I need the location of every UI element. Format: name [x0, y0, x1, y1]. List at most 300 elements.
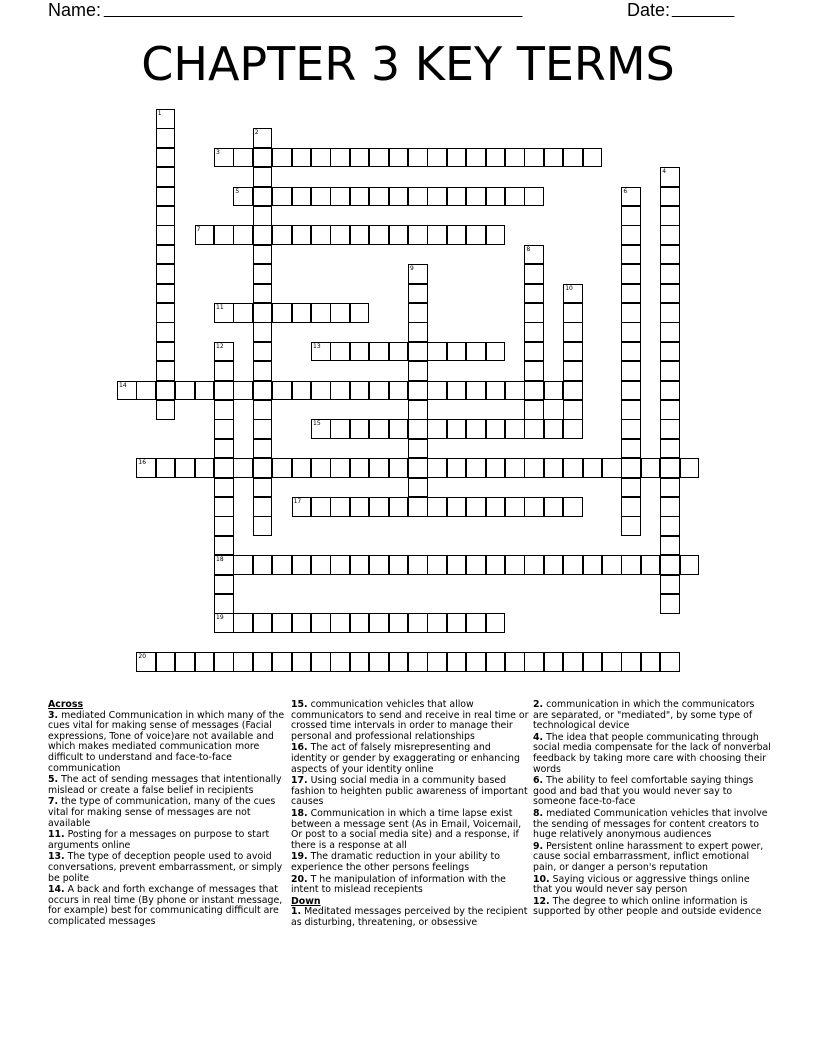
grid-cell[interactable] [427, 225, 447, 245]
grid-cell[interactable] [524, 497, 544, 517]
grid-cell[interactable] [350, 497, 370, 517]
grid-cell[interactable] [389, 613, 409, 633]
grid-cell[interactable] [621, 497, 641, 517]
grid-cell[interactable] [408, 187, 428, 207]
grid-cell[interactable] [272, 555, 292, 575]
grid-cell[interactable] [369, 419, 389, 439]
grid-cell[interactable] [253, 439, 273, 459]
grid-cell[interactable] [253, 497, 273, 517]
grid-cell[interactable] [369, 555, 389, 575]
grid-cell[interactable] [447, 497, 467, 517]
grid-cell[interactable] [505, 148, 525, 168]
grid-cell[interactable] [233, 458, 253, 478]
grid-cell[interactable] [486, 652, 506, 672]
grid-cell[interactable] [408, 361, 428, 381]
grid-cell[interactable] [292, 613, 312, 633]
grid-cell[interactable] [195, 458, 215, 478]
grid-cell[interactable] [233, 148, 253, 168]
grid-cell[interactable] [524, 342, 544, 362]
grid-cell[interactable] [389, 419, 409, 439]
grid-cell[interactable] [524, 187, 544, 207]
grid-cell[interactable] [175, 381, 195, 401]
grid-cell[interactable] [466, 652, 486, 672]
grid-cell[interactable] [427, 419, 447, 439]
grid-cell[interactable] [583, 555, 603, 575]
grid-cell[interactable] [292, 187, 312, 207]
grid-cell[interactable] [408, 613, 428, 633]
grid-cell[interactable] [583, 652, 603, 672]
grid-cell[interactable] [408, 439, 428, 459]
grid-cell[interactable] [660, 478, 680, 498]
grid-cell[interactable] [524, 303, 544, 323]
grid-cell[interactable] [544, 419, 564, 439]
grid-cell[interactable] [156, 342, 176, 362]
grid-cell[interactable] [350, 342, 370, 362]
grid-cell[interactable] [486, 555, 506, 575]
grid-cell[interactable] [156, 652, 176, 672]
grid-cell[interactable] [408, 381, 428, 401]
grid-cell[interactable] [505, 555, 525, 575]
grid-cell[interactable] [660, 245, 680, 265]
grid-cell[interactable] [156, 284, 176, 304]
grid-cell[interactable] [544, 148, 564, 168]
grid-cell[interactable] [195, 652, 215, 672]
grid-cell[interactable] [602, 652, 622, 672]
grid-cell[interactable] [544, 458, 564, 478]
grid-cell[interactable] [156, 128, 176, 148]
grid-cell[interactable] [563, 322, 583, 342]
grid-cell[interactable] [524, 284, 544, 304]
grid-cell[interactable] [486, 381, 506, 401]
grid-cell[interactable] [447, 187, 467, 207]
grid-cell[interactable] [524, 458, 544, 478]
grid-cell[interactable] [214, 497, 234, 517]
grid-cell[interactable] [660, 458, 680, 478]
grid-cell[interactable] [524, 148, 544, 168]
grid-cell[interactable] [563, 419, 583, 439]
grid-cell[interactable] [486, 458, 506, 478]
grid-cell[interactable] [253, 516, 273, 536]
grid-cell[interactable] [486, 225, 506, 245]
grid-cell[interactable] [660, 264, 680, 284]
grid-cell[interactable] [311, 497, 331, 517]
grid-cell[interactable] [330, 187, 350, 207]
grid-cell[interactable] [214, 148, 234, 168]
grid-cell[interactable] [544, 652, 564, 672]
grid-cell[interactable] [660, 187, 680, 207]
date-field[interactable]: _______ [672, 1, 735, 18]
grid-cell[interactable] [660, 167, 680, 187]
grid-cell[interactable] [621, 206, 641, 226]
grid-cell[interactable] [621, 652, 641, 672]
grid-cell[interactable] [214, 575, 234, 595]
grid-cell[interactable] [621, 225, 641, 245]
grid-cell[interactable] [660, 536, 680, 556]
grid-cell[interactable] [447, 419, 467, 439]
grid-cell[interactable] [253, 225, 273, 245]
grid-cell[interactable] [233, 225, 253, 245]
grid-cell[interactable] [233, 187, 253, 207]
grid-cell[interactable] [253, 284, 273, 304]
grid-cell[interactable] [563, 342, 583, 362]
grid-cell[interactable] [233, 381, 253, 401]
grid-cell[interactable] [408, 264, 428, 284]
grid-cell[interactable] [214, 516, 234, 536]
grid-cell[interactable] [660, 322, 680, 342]
grid-cell[interactable] [136, 381, 156, 401]
grid-cell[interactable] [233, 555, 253, 575]
grid-cell[interactable] [389, 187, 409, 207]
grid-cell[interactable] [272, 458, 292, 478]
grid-cell[interactable] [621, 303, 641, 323]
grid-cell[interactable] [563, 303, 583, 323]
grid-cell[interactable] [563, 284, 583, 304]
grid-cell[interactable] [563, 652, 583, 672]
grid-cell[interactable] [369, 225, 389, 245]
grid-cell[interactable] [156, 148, 176, 168]
grid-cell[interactable] [253, 148, 273, 168]
grid-cell[interactable] [214, 652, 234, 672]
grid-cell[interactable] [408, 458, 428, 478]
grid-cell[interactable] [214, 439, 234, 459]
grid-cell[interactable] [660, 439, 680, 459]
grid-cell[interactable] [621, 322, 641, 342]
grid-cell[interactable] [350, 652, 370, 672]
grid-cell[interactable] [156, 400, 176, 420]
grid-cell[interactable] [272, 148, 292, 168]
grid-cell[interactable] [156, 167, 176, 187]
grid-cell[interactable] [641, 555, 661, 575]
grid-cell[interactable] [660, 594, 680, 614]
grid-cell[interactable] [466, 458, 486, 478]
grid-cell[interactable] [621, 458, 641, 478]
grid-cell[interactable] [311, 148, 331, 168]
grid-cell[interactable] [156, 303, 176, 323]
grid-cell[interactable] [292, 555, 312, 575]
grid-cell[interactable] [602, 555, 622, 575]
grid-cell[interactable] [408, 284, 428, 304]
grid-cell[interactable] [292, 652, 312, 672]
grid-cell[interactable] [466, 148, 486, 168]
grid-cell[interactable] [602, 458, 622, 478]
grid-cell[interactable] [660, 284, 680, 304]
grid-cell[interactable] [621, 419, 641, 439]
grid-cell[interactable] [466, 419, 486, 439]
grid-cell[interactable] [486, 419, 506, 439]
grid-cell[interactable] [505, 652, 525, 672]
grid-cell[interactable] [233, 613, 253, 633]
grid-cell[interactable] [408, 303, 428, 323]
grid-cell[interactable] [350, 303, 370, 323]
grid-cell[interactable] [447, 652, 467, 672]
grid-cell[interactable] [524, 361, 544, 381]
grid-cell[interactable] [427, 652, 447, 672]
grid-cell[interactable] [408, 148, 428, 168]
grid-cell[interactable] [466, 613, 486, 633]
grid-cell[interactable] [389, 652, 409, 672]
grid-cell[interactable] [214, 536, 234, 556]
grid-cell[interactable] [369, 497, 389, 517]
grid-cell[interactable] [389, 381, 409, 401]
grid-cell[interactable] [195, 381, 215, 401]
grid-cell[interactable] [253, 400, 273, 420]
grid-cell[interactable] [253, 652, 273, 672]
grid-cell[interactable] [272, 652, 292, 672]
grid-cell[interactable] [311, 458, 331, 478]
grid-cell[interactable] [233, 652, 253, 672]
grid-cell[interactable] [505, 419, 525, 439]
grid-cell[interactable] [408, 478, 428, 498]
grid-cell[interactable] [408, 419, 428, 439]
grid-cell[interactable] [427, 187, 447, 207]
grid-cell[interactable] [563, 497, 583, 517]
grid-cell[interactable] [253, 245, 273, 265]
grid-cell[interactable] [156, 322, 176, 342]
grid-cell[interactable] [660, 419, 680, 439]
grid-cell[interactable] [214, 400, 234, 420]
grid-cell[interactable] [214, 303, 234, 323]
grid-cell[interactable] [117, 381, 137, 401]
grid-cell[interactable] [447, 225, 467, 245]
grid-cell[interactable] [156, 361, 176, 381]
grid-cell[interactable] [350, 419, 370, 439]
grid-cell[interactable] [621, 361, 641, 381]
grid-cell[interactable] [621, 187, 641, 207]
grid-cell[interactable] [466, 497, 486, 517]
grid-cell[interactable] [466, 342, 486, 362]
grid-cell[interactable] [447, 555, 467, 575]
grid-cell[interactable] [486, 342, 506, 362]
grid-cell[interactable] [369, 342, 389, 362]
grid-cell[interactable] [660, 516, 680, 536]
grid-cell[interactable] [427, 613, 447, 633]
grid-cell[interactable] [486, 613, 506, 633]
grid-cell[interactable] [330, 342, 350, 362]
grid-cell[interactable] [292, 458, 312, 478]
grid-cell[interactable] [660, 497, 680, 517]
grid-cell[interactable] [292, 148, 312, 168]
grid-cell[interactable] [311, 187, 331, 207]
grid-cell[interactable] [330, 458, 350, 478]
grid-cell[interactable] [505, 187, 525, 207]
grid-cell[interactable] [233, 303, 253, 323]
grid-cell[interactable] [214, 555, 234, 575]
grid-cell[interactable] [253, 303, 273, 323]
grid-cell[interactable] [563, 400, 583, 420]
grid-cell[interactable] [330, 555, 350, 575]
grid-cell[interactable] [621, 342, 641, 362]
grid-cell[interactable] [447, 381, 467, 401]
grid-cell[interactable] [389, 497, 409, 517]
grid-cell[interactable] [680, 555, 700, 575]
grid-cell[interactable] [311, 555, 331, 575]
grid-cell[interactable] [621, 400, 641, 420]
grid-cell[interactable] [389, 555, 409, 575]
grid-cell[interactable] [214, 594, 234, 614]
grid-cell[interactable] [350, 381, 370, 401]
grid-cell[interactable] [369, 458, 389, 478]
grid-cell[interactable] [175, 458, 195, 478]
grid-cell[interactable] [466, 225, 486, 245]
grid-cell[interactable] [311, 342, 331, 362]
grid-cell[interactable] [660, 381, 680, 401]
grid-cell[interactable] [660, 555, 680, 575]
grid-cell[interactable] [311, 652, 331, 672]
grid-cell[interactable] [136, 652, 156, 672]
grid-cell[interactable] [214, 478, 234, 498]
grid-cell[interactable] [524, 381, 544, 401]
grid-cell[interactable] [621, 439, 641, 459]
grid-cell[interactable] [486, 187, 506, 207]
grid-cell[interactable] [311, 225, 331, 245]
grid-cell[interactable] [156, 206, 176, 226]
grid-cell[interactable] [214, 225, 234, 245]
grid-cell[interactable] [253, 613, 273, 633]
grid-cell[interactable] [660, 361, 680, 381]
grid-cell[interactable] [466, 187, 486, 207]
grid-cell[interactable] [369, 148, 389, 168]
grid-cell[interactable] [544, 381, 564, 401]
grid-cell[interactable] [389, 148, 409, 168]
grid-cell[interactable] [505, 458, 525, 478]
grid-cell[interactable] [175, 652, 195, 672]
grid-cell[interactable] [156, 458, 176, 478]
grid-cell[interactable] [466, 555, 486, 575]
grid-cell[interactable] [292, 381, 312, 401]
grid-cell[interactable] [408, 555, 428, 575]
grid-cell[interactable] [214, 419, 234, 439]
grid-cell[interactable] [350, 458, 370, 478]
grid-cell[interactable] [253, 478, 273, 498]
grid-cell[interactable] [524, 652, 544, 672]
grid-cell[interactable] [253, 167, 273, 187]
grid-cell[interactable] [330, 419, 350, 439]
grid-cell[interactable] [524, 322, 544, 342]
grid-cell[interactable] [195, 225, 215, 245]
grid-cell[interactable] [311, 613, 331, 633]
grid-cell[interactable] [156, 187, 176, 207]
grid-cell[interactable] [544, 497, 564, 517]
grid-cell[interactable] [292, 303, 312, 323]
grid-cell[interactable] [660, 652, 680, 672]
grid-cell[interactable] [253, 458, 273, 478]
grid-cell[interactable] [524, 400, 544, 420]
grid-cell[interactable] [524, 245, 544, 265]
grid-cell[interactable] [563, 458, 583, 478]
grid-cell[interactable] [408, 400, 428, 420]
grid-cell[interactable] [214, 458, 234, 478]
grid-cell[interactable] [660, 225, 680, 245]
grid-cell[interactable] [350, 225, 370, 245]
grid-cell[interactable] [350, 148, 370, 168]
grid-cell[interactable] [505, 381, 525, 401]
grid-cell[interactable] [660, 342, 680, 362]
grid-cell[interactable] [408, 225, 428, 245]
grid-cell[interactable] [524, 264, 544, 284]
grid-cell[interactable] [389, 342, 409, 362]
grid-cell[interactable] [272, 381, 292, 401]
grid-cell[interactable] [330, 381, 350, 401]
grid-cell[interactable] [350, 187, 370, 207]
grid-cell[interactable] [408, 322, 428, 342]
grid-cell[interactable] [350, 555, 370, 575]
grid-cell[interactable] [253, 381, 273, 401]
grid-cell[interactable] [311, 381, 331, 401]
grid-cell[interactable] [563, 381, 583, 401]
grid-cell[interactable] [330, 497, 350, 517]
grid-cell[interactable] [272, 613, 292, 633]
grid-cell[interactable] [447, 458, 467, 478]
grid-cell[interactable] [272, 303, 292, 323]
grid-cell[interactable] [660, 303, 680, 323]
grid-cell[interactable] [621, 245, 641, 265]
grid-cell[interactable] [369, 381, 389, 401]
grid-cell[interactable] [214, 342, 234, 362]
grid-cell[interactable] [641, 458, 661, 478]
grid-cell[interactable] [214, 381, 234, 401]
grid-cell[interactable] [253, 128, 273, 148]
grid-cell[interactable] [563, 361, 583, 381]
grid-cell[interactable] [583, 148, 603, 168]
grid-cell[interactable] [136, 458, 156, 478]
grid-cell[interactable] [427, 148, 447, 168]
grid-cell[interactable] [486, 148, 506, 168]
grid-cell[interactable] [563, 148, 583, 168]
grid-cell[interactable] [427, 381, 447, 401]
grid-cell[interactable] [621, 516, 641, 536]
grid-cell[interactable] [311, 419, 331, 439]
grid-cell[interactable] [253, 361, 273, 381]
grid-cell[interactable] [621, 264, 641, 284]
grid-cell[interactable] [524, 419, 544, 439]
grid-cell[interactable] [330, 303, 350, 323]
grid-cell[interactable] [408, 342, 428, 362]
grid-cell[interactable] [369, 187, 389, 207]
grid-cell[interactable] [253, 187, 273, 207]
grid-cell[interactable] [544, 555, 564, 575]
grid-cell[interactable] [253, 419, 273, 439]
grid-cell[interactable] [621, 478, 641, 498]
grid-cell[interactable] [292, 497, 312, 517]
grid-cell[interactable] [292, 225, 312, 245]
grid-cell[interactable] [427, 555, 447, 575]
grid-cell[interactable] [427, 497, 447, 517]
grid-cell[interactable] [253, 264, 273, 284]
grid-cell[interactable] [427, 458, 447, 478]
grid-cell[interactable] [253, 342, 273, 362]
grid-cell[interactable] [447, 342, 467, 362]
grid-cell[interactable] [641, 652, 661, 672]
grid-cell[interactable] [330, 613, 350, 633]
grid-cell[interactable] [330, 225, 350, 245]
grid-cell[interactable] [389, 458, 409, 478]
grid-cell[interactable] [156, 225, 176, 245]
grid-cell[interactable] [156, 109, 176, 129]
grid-cell[interactable] [369, 613, 389, 633]
grid-cell[interactable] [660, 206, 680, 226]
grid-cell[interactable] [156, 245, 176, 265]
grid-cell[interactable] [253, 206, 273, 226]
grid-cell[interactable] [156, 381, 176, 401]
grid-cell[interactable] [350, 613, 370, 633]
grid-cell[interactable] [621, 284, 641, 304]
grid-cell[interactable] [408, 652, 428, 672]
grid-cell[interactable] [330, 148, 350, 168]
grid-cell[interactable] [621, 381, 641, 401]
grid-cell[interactable] [272, 187, 292, 207]
grid-cell[interactable] [447, 613, 467, 633]
grid-cell[interactable] [563, 555, 583, 575]
